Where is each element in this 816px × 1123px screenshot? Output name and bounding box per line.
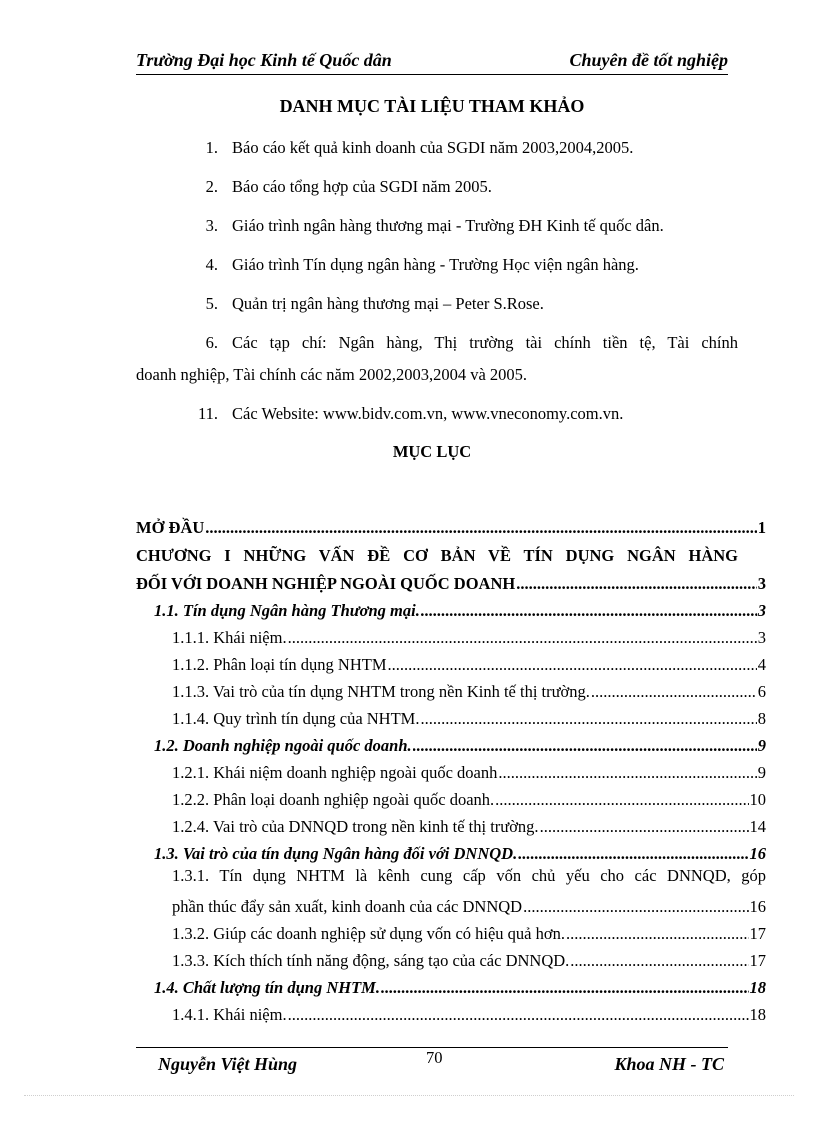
reference-item — [136, 248, 738, 282]
toc-entry-page: 6 — [757, 682, 766, 701]
header-university: Trường Đại học Kinh tế Quốc dân — [136, 50, 392, 70]
toc-entry-text: MỞ ĐẦU — [136, 518, 205, 537]
toc-entry-page: 3 — [757, 574, 766, 593]
toc-leader-dots — [288, 1005, 749, 1025]
toc-entry[interactable] — [172, 790, 766, 816]
toc-entry-page: 9 — [757, 763, 766, 782]
reference-item — [136, 170, 738, 204]
toc-entry[interactable] — [172, 817, 766, 843]
toc-entry-text: 1.1.1. Khái niệm. — [172, 628, 287, 647]
reference-text-continued: doanh nghiệp, Tài chính các năm 2002,2003,2004 và 2005. — [136, 365, 528, 384]
reference-text: Báo cáo kết quả kinh doanh của SGDI năm 2003,2004,2005. — [232, 138, 634, 157]
toc-entry[interactable] — [172, 763, 766, 789]
toc-entry-page: 9 — [757, 736, 766, 755]
toc-entry-page: 8 — [757, 709, 766, 728]
toc-leader-dots — [495, 790, 748, 810]
reference-number: 6. — [205, 333, 218, 352]
toc-entry[interactable] — [154, 601, 766, 627]
toc-entry-text[interactable]: CHƯƠNG I NHỮNG VẤN ĐỀ CƠ BẢN VỀ TÍN DỤNG NGÂN HÀNG — [136, 546, 738, 565]
toc-leader-dots — [518, 844, 748, 864]
toc-entry[interactable] — [154, 736, 766, 762]
reference-item — [136, 326, 738, 360]
reference-item — [136, 209, 738, 243]
toc-leader-dots — [413, 736, 757, 756]
toc-entry-text: 1.2. Doanh nghiệp ngoài quốc doanh. — [154, 736, 412, 755]
toc-entry-text: phần thúc đẩy sản xuất, kinh doanh của các DNNQD — [172, 897, 523, 916]
reference-number: 11. — [197, 404, 218, 423]
toc-entry[interactable] — [136, 518, 766, 544]
page-bottom-border — [24, 1095, 794, 1096]
toc-leader-dots — [388, 655, 757, 675]
toc-entry-text: 1.3. Vai trò của tín dụng Ngân hàng đối với DNNQD. — [154, 844, 518, 863]
toc-entry[interactable] — [154, 978, 766, 1004]
toc-entry-text: 1.1. Tín dụng Ngân hàng Thương mại. — [154, 601, 420, 620]
reference-number: 4. — [205, 255, 218, 274]
toc-leader-dots — [516, 574, 757, 594]
toc-entry-text: 1.1.4. Quy trình tín dụng của NHTM. — [172, 709, 420, 728]
toc-entry[interactable] — [172, 1005, 766, 1031]
toc-entry[interactable] — [172, 951, 766, 977]
reference-number: 5. — [205, 294, 218, 313]
page-header — [136, 48, 728, 75]
toc-leader-dots — [566, 924, 749, 944]
toc-entry[interactable] — [172, 897, 766, 923]
toc-entry-text: 1.3.2. Giúp các doanh nghiệp sử dụng vốn có hiệu quả hơn. — [172, 924, 565, 943]
toc-leader-dots — [205, 518, 756, 538]
toc-leader-dots — [498, 763, 756, 783]
toc-entry-page: 10 — [749, 790, 766, 809]
toc-leader-dots — [421, 601, 757, 621]
references-title: DANH MỤC TÀI LIỆU THAM KHẢO — [279, 96, 585, 116]
toc-leader-dots — [288, 628, 757, 648]
reference-item — [136, 131, 738, 165]
toc-entry-text: 1.1.2. Phân loại tín dụng NHTM — [172, 655, 387, 674]
toc-entry-page: 1 — [757, 518, 766, 537]
toc-entry-text[interactable]: 1.3.1. Tín dụng NHTM là kênh cung cấp vốn chủ yếu cho các DNNQD, góp — [172, 866, 766, 885]
toc-entry-text: 1.2.1. Khái niệm doanh nghiệp ngoài quốc doanh — [172, 763, 498, 782]
reference-number: 2. — [205, 177, 218, 196]
toc-title: MỤC LỤC — [392, 442, 472, 461]
toc-leader-dots — [591, 682, 757, 702]
toc-entry-text: 1.2.4. Vai trò của DNNQD trong nền kinh tế thị trường. — [172, 817, 539, 836]
toc-leader-dots — [420, 709, 756, 729]
footer-department: Khoa NH - TC — [614, 1054, 724, 1074]
toc-entry-text: 1.1.3. Vai trò của tín dụng NHTM trong nền Kinh tế thị trường. — [172, 682, 590, 701]
toc-entry-page: 16 — [749, 844, 766, 863]
toc-entry-text: 1.3.3. Kích thích tính năng động, sáng tạo của các DNNQD. — [172, 951, 570, 970]
page-footer — [136, 1047, 728, 1078]
toc-entry-page: 16 — [749, 897, 766, 916]
toc-entry-page: 17 — [749, 951, 766, 970]
toc-entry-text: 1.4.1. Khái niệm. — [172, 1005, 287, 1024]
toc-entry[interactable] — [172, 924, 766, 950]
toc-entry-page: 17 — [749, 924, 766, 943]
reference-item — [136, 287, 738, 321]
toc-leader-dots — [540, 817, 749, 837]
reference-number: 1. — [205, 138, 218, 157]
toc-entry[interactable] — [172, 682, 766, 708]
reference-text: Báo cáo tổng hợp của SGDI năm 2005. — [232, 177, 492, 196]
toc-entry[interactable] — [172, 655, 766, 681]
toc-entry-text: ĐỐI VỚI DOANH NGHIỆP NGOÀI QUỐC DOANH — [136, 574, 516, 593]
reference-item — [136, 397, 738, 431]
footer-page-number: 70 — [426, 1048, 443, 1067]
reference-number: 3. — [205, 216, 218, 235]
header-doc-type: Chuyên đề tốt nghiệp — [569, 50, 728, 70]
toc-entry-page: 18 — [749, 978, 766, 997]
toc-entry[interactable] — [136, 574, 766, 600]
toc-leader-dots — [523, 897, 748, 917]
reference-text: Giáo trình Tín dụng ngân hàng - Trường Học viện ngân hàng. — [232, 255, 639, 274]
toc-entry-page: 14 — [749, 817, 766, 836]
toc-entry[interactable] — [172, 628, 766, 654]
footer-author: Nguyễn Việt Hùng — [158, 1054, 298, 1074]
reference-text: Các tạp chí: Ngân hàng, Thị trường tài chính tiền tệ, Tài chính — [232, 333, 738, 352]
toc-entry[interactable] — [172, 709, 766, 735]
reference-text: Các Website: www.bidv.com.vn, www.vneconomy.com.vn. — [232, 404, 624, 423]
toc-entry-text: 1.4. Chất lượng tín dụng NHTM. — [154, 978, 380, 997]
reference-text: Quản trị ngân hàng thương mại – Peter S.Rose. — [232, 294, 544, 313]
toc-entry-page: 3 — [757, 601, 766, 620]
reference-text: Giáo trình ngân hàng thương mại - Trường ĐH Kinh tế quốc dân. — [232, 216, 664, 235]
toc-leader-dots — [570, 951, 748, 971]
toc-entry-page: 3 — [757, 628, 766, 647]
toc-entry-text: 1.2.2. Phân loại doanh nghiệp ngoài quốc doanh. — [172, 790, 495, 809]
toc-leader-dots — [381, 978, 749, 998]
toc-entry-page: 4 — [757, 655, 766, 674]
toc-entry-page: 18 — [749, 1005, 766, 1024]
